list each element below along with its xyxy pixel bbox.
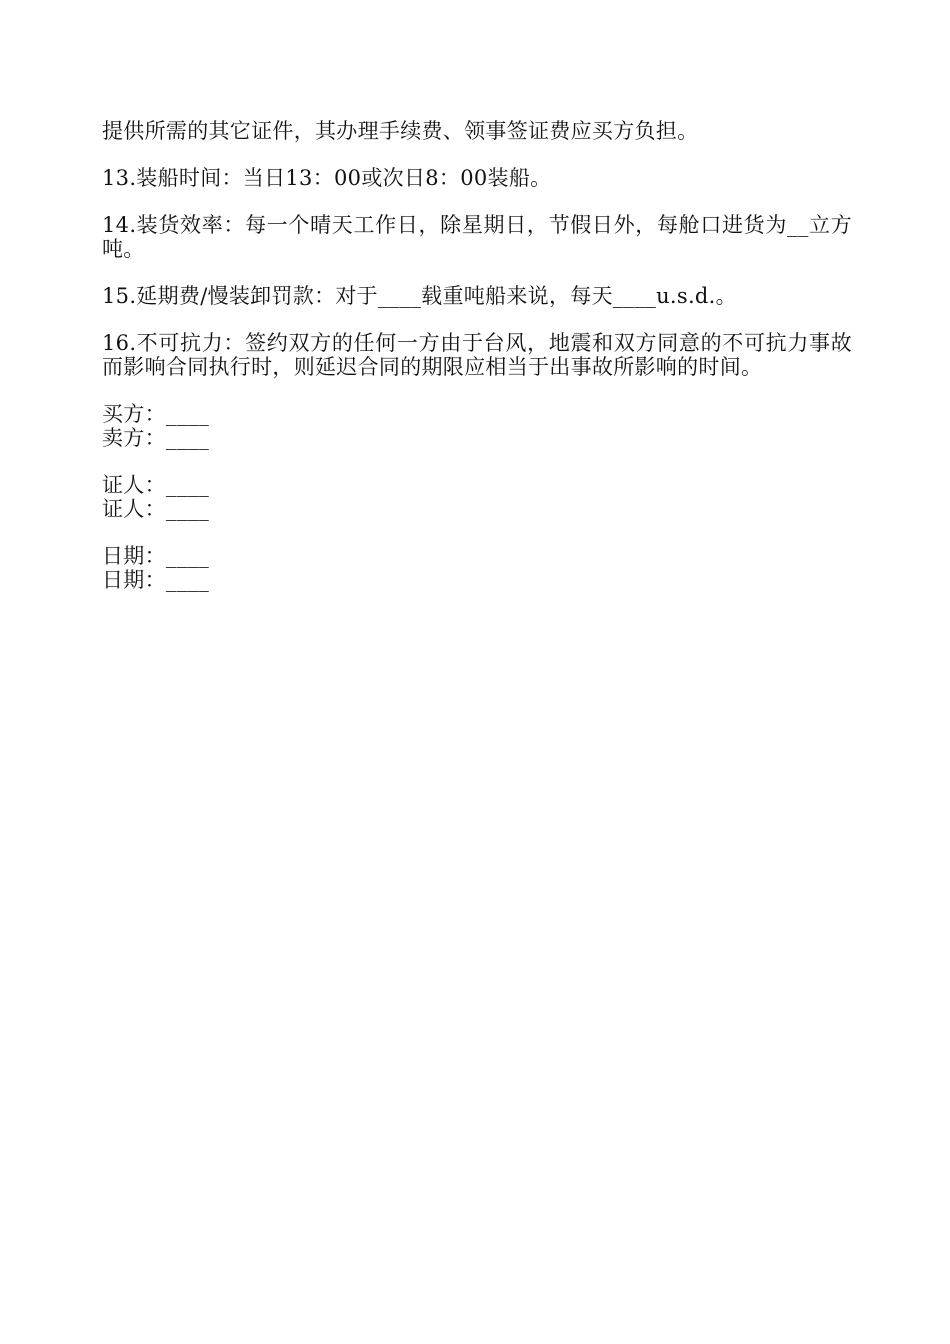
witness-signature-line: 证人：____ bbox=[102, 473, 210, 497]
document-page bbox=[102, 119, 852, 615]
signature-witnesses bbox=[102, 473, 852, 521]
clause-16-force-majeure: 16.不可抗力：签约双方的任何一方由于台风，地震和双方同意的不可抗力事故而影响合同执行时，则延迟合同的期限应相当于出事故所影响的时间。 bbox=[102, 331, 852, 379]
clause-13-loading-time: 13.装船时间：当日13：00或次日8：00装船。 bbox=[102, 166, 552, 190]
signature-parties bbox=[102, 402, 852, 450]
date-line: 日期：____ bbox=[102, 544, 210, 568]
seller-signature-line: 卖方：____ bbox=[102, 426, 210, 450]
clause-15-demurrage: 15.延期费/慢装卸罚款：对于____载重吨船来说，每天____u.s.d.。 bbox=[102, 284, 737, 308]
signature-dates bbox=[102, 544, 852, 592]
paragraph-documents-fees: 提供所需的其它证件，其办理手续费、领事签证费应买方负担。 bbox=[102, 119, 699, 143]
date-line: 日期：____ bbox=[102, 568, 210, 592]
witness-signature-line: 证人：____ bbox=[102, 497, 210, 521]
buyer-signature-line: 买方：____ bbox=[102, 402, 210, 426]
clause-14-loading-efficiency: 14.装货效率：每一个晴天工作日，除星期日，节假日外，每舱口进货为__立方吨。 bbox=[102, 213, 852, 261]
